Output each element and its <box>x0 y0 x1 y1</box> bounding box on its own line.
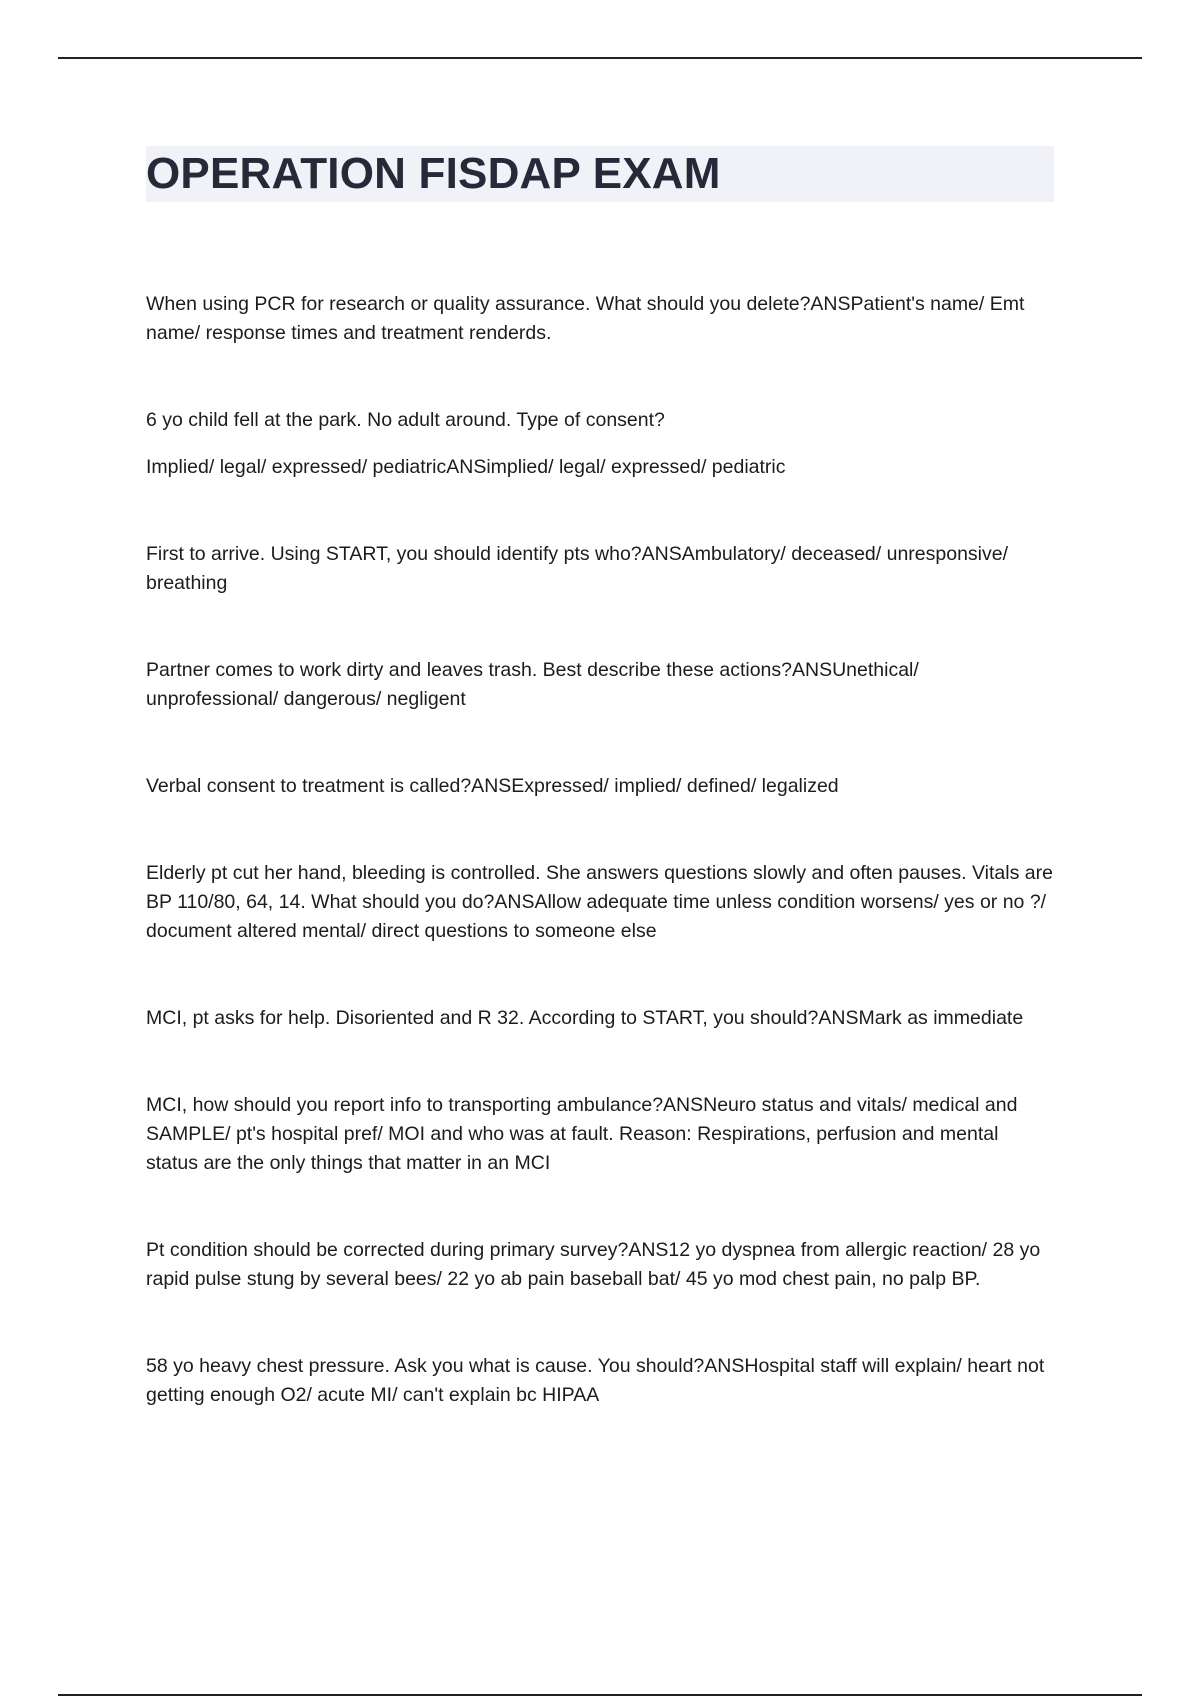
page-title: OPERATION FISDAP EXAM <box>146 149 721 198</box>
qa-text: Pt condition should be corrected during primary survey?ANS12 yo dyspnea from allergic reaction/ 28 yo rapid pulse stung by several bees/ 22 yo ab pain baseball bat/ 45 yo mod chest pain, no palp BP. <box>146 1239 1041 1290</box>
qa-text: MCI, how should you report info to transporting ambulance?ANSNeuro status and vitals/ medical and SAMPLE/ pt's hospital pref/ MOI and who was at fault. Reason: Respirations, perfusion and mental status are the only things that matter in an MCI <box>146 1094 1018 1174</box>
qa-item <box>146 1091 1054 1178</box>
top-rule <box>58 57 1142 59</box>
qa-text: Elderly pt cut her hand, bleeding is controlled. She answers questions slowly and often pauses. Vitals are BP 110/80, 64, 14. What should you do?ANSAllow adequate time unless condition worsens/ yes or no ?/ document altered mental/ direct questions to someone else <box>146 862 1053 942</box>
qa-item <box>146 290 1054 348</box>
qa-text: First to arrive. Using START, you should identify pts who?ANSAmbulatory/ deceased/ unresponsive/ breathing <box>146 543 1009 594</box>
qa-item <box>146 1352 1054 1410</box>
qa-item <box>146 1004 1054 1033</box>
qa-text: Verbal consent to treatment is called?ANSExpressed/ implied/ defined/ legalized <box>146 775 839 797</box>
qa-text: MCI, pt asks for help. Disoriented and R 32. According to START, you should?ANSMark as immediate <box>146 1007 1024 1029</box>
qa-text: Partner comes to work dirty and leaves trash. Best describe these actions?ANSUnethical/ unprofessional/ dangerous/ negligent <box>146 659 919 710</box>
qa-text: 58 yo heavy chest pressure. Ask you what is cause. You should?ANSHospital staff will explain/ heart not getting enough O2/ acute MI/ can't explain bc HIPAA <box>146 1355 1045 1406</box>
qa-item <box>146 656 1054 714</box>
qa-text: When using PCR for research or quality assurance. What should you delete?ANSPatient's name/ Emt name/ response times and treatment renderds. <box>146 293 1025 344</box>
qa-text: 6 yo child fell at the park. No adult around. Type of consent? <box>146 409 665 431</box>
qa-list <box>146 290 1054 1468</box>
qa-text: Implied/ legal/ expressed/ pediatricANSimplied/ legal/ expressed/ pediatric <box>146 456 786 478</box>
bottom-rule <box>58 1694 1142 1696</box>
qa-item <box>146 772 1054 801</box>
qa-item <box>146 406 1054 482</box>
qa-item <box>146 540 1054 598</box>
qa-item <box>146 1236 1054 1294</box>
qa-item <box>146 859 1054 946</box>
